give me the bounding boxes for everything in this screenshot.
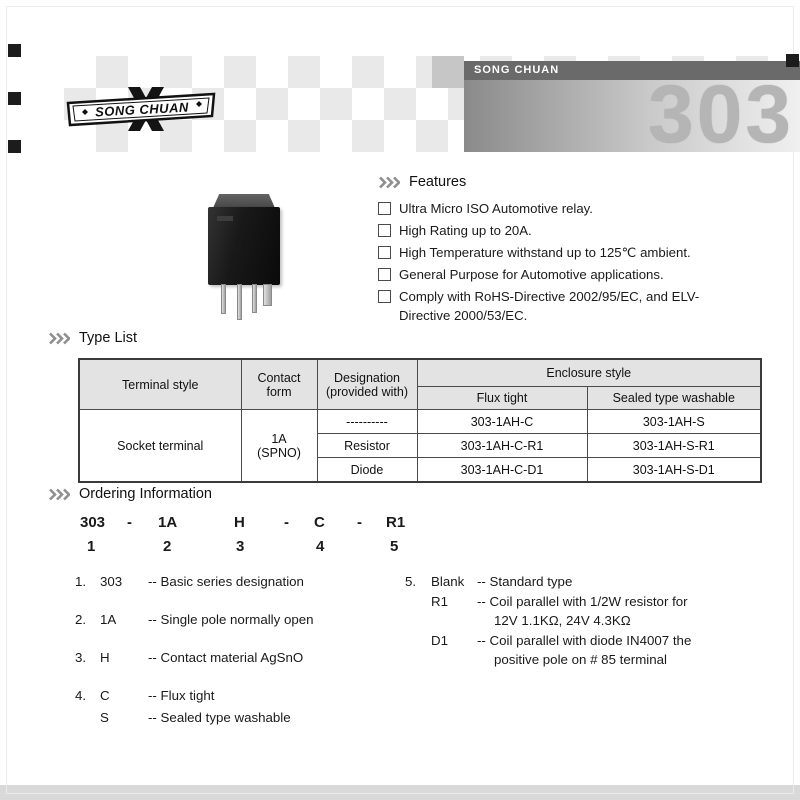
col-sealed: Sealed type washable (587, 387, 761, 410)
contact-form-line2: (SPNO) (257, 445, 301, 460)
corner-square (8, 92, 21, 105)
feature-text: Ultra Micro ISO Automotive relay. (399, 201, 593, 216)
checkbox-icon (378, 290, 391, 303)
legend-desc-line2: positive pole on # 85 terminal (494, 652, 667, 667)
legend-desc (477, 631, 765, 670)
code-part: C (314, 514, 325, 531)
ordering-heading (48, 486, 212, 502)
features-heading (378, 174, 770, 190)
legend-num: 1. (75, 574, 87, 589)
terminal-style-cell: Socket terminal (79, 410, 241, 483)
features-section (378, 174, 770, 328)
legend-code: R1 (431, 593, 448, 609)
ordering-legend-right (405, 572, 765, 670)
relay-product-photo (205, 194, 295, 319)
legend-item (75, 648, 395, 667)
model-banner (464, 80, 800, 152)
position-digit: 5 (390, 538, 399, 555)
code-separator: - (357, 514, 362, 531)
legend-desc: -- Basic series designation (148, 574, 304, 589)
col-designation (317, 359, 417, 410)
chevrons-icon (48, 332, 70, 345)
legend-item (405, 631, 765, 670)
position-digit: 1 (87, 538, 96, 555)
logo-text: SONG CHUAN (94, 99, 190, 120)
code-part: H (234, 514, 245, 531)
col-enclosure-style: Enclosure style (417, 359, 761, 387)
ordering-code-line (0, 514, 800, 562)
legend-desc-line1: -- Coil parallel with diode IN4007 the (477, 632, 692, 648)
song-chuan-logo-graphic (66, 86, 216, 132)
part-number-cell: 303-1AH-S-R1 (587, 434, 761, 458)
part-number-cell: 303-1AH-C (417, 410, 587, 434)
feature-item (378, 199, 770, 218)
col-contact-form-line2: form (266, 384, 292, 399)
legend-item (405, 572, 765, 592)
legend-num: 5. (405, 574, 417, 589)
code-part: 303 (80, 514, 106, 531)
brand-banner-text: SONG CHUAN (474, 64, 560, 76)
legend-num (405, 592, 431, 631)
part-number-cell: 303-1AH-S-D1 (587, 458, 761, 483)
legend-desc-line2: 12V 1.1KΩ, 24V 4.3KΩ (494, 613, 631, 628)
code-separator: - (127, 514, 132, 531)
part-number-cell: 303-1AH-S (587, 410, 761, 434)
legend-item (75, 610, 395, 629)
table-header-row (79, 359, 761, 387)
position-digit: 3 (236, 538, 245, 555)
feature-text: High Temperature withstand up to 125℃ ambient. (399, 245, 691, 260)
checkbox-icon (378, 268, 391, 281)
type-list-heading (48, 330, 137, 346)
feature-text: General Purpose for Automotive applications. (399, 267, 664, 282)
legend-code: 303 (100, 574, 123, 589)
contact-form-line1: 1A (271, 431, 287, 446)
col-contact-form (241, 359, 317, 410)
feature-item (378, 265, 770, 284)
col-designation-line1: Designation (333, 370, 400, 385)
legend-code: Blank (431, 574, 465, 589)
col-designation-line2: (provided with) (326, 384, 408, 399)
relay-top-face (213, 194, 275, 208)
code-part: 1A (158, 514, 178, 531)
legend-item (75, 572, 395, 591)
legend-code: S (100, 710, 109, 725)
features-list (378, 199, 770, 325)
table-row (79, 410, 761, 434)
legend-num: 3. (75, 650, 87, 665)
feature-text: High Rating up to 20A. (399, 223, 532, 238)
part-number-cell: 303-1AH-C-D1 (417, 458, 587, 483)
legend-desc: -- Contact material AgSnO (148, 650, 304, 665)
features-heading-text: Features (409, 174, 467, 190)
legend-desc (477, 592, 765, 631)
bottom-strip (0, 785, 800, 800)
col-contact-form-line1: Contact (257, 370, 301, 385)
checkbox-icon (378, 224, 391, 237)
legend-item (75, 708, 395, 727)
relay-pin (263, 284, 272, 306)
relay-pin (221, 284, 226, 314)
corner-square (786, 54, 799, 67)
relay-pin (252, 284, 257, 313)
code-separator: - (284, 514, 289, 531)
type-list-table (78, 358, 762, 483)
gray-square (432, 56, 464, 88)
feature-item (378, 287, 770, 325)
legend-code: C (100, 688, 110, 703)
feature-item (378, 243, 770, 262)
chevrons-icon (378, 176, 400, 189)
relay-pin (237, 284, 242, 320)
checkbox-icon (378, 202, 391, 215)
designation-cell: Resistor (317, 434, 417, 458)
relay-label-mark (217, 216, 233, 221)
code-part: R1 (386, 514, 406, 531)
legend-code: 1A (100, 612, 117, 627)
legend-num (405, 631, 431, 670)
legend-desc: -- Flux tight (148, 688, 215, 703)
corner-square (8, 44, 21, 57)
song-chuan-logo (66, 86, 216, 132)
legend-desc: -- Single pole normally open (148, 612, 314, 627)
legend-desc: -- Sealed type washable (148, 710, 291, 725)
legend-code: H (100, 650, 110, 665)
ordering-heading-text: Ordering Information (79, 486, 212, 502)
position-digit: 4 (316, 538, 325, 555)
designation-cell: Diode (317, 458, 417, 483)
legend-num (75, 708, 100, 727)
position-digit: 2 (163, 538, 172, 555)
ordering-legend-left (75, 572, 395, 727)
legend-desc-line1: -- Coil parallel with 1/2W resistor for (477, 593, 688, 609)
feature-item (378, 221, 770, 240)
designation-cell: ---------- (317, 410, 417, 434)
legend-num: 4. (75, 688, 87, 703)
legend-item (75, 686, 395, 705)
legend-desc: -- Standard type (477, 574, 573, 589)
checkbox-icon (378, 246, 391, 259)
chevrons-icon (48, 488, 70, 501)
model-number: 303 (648, 80, 794, 152)
col-terminal-style: Terminal style (79, 359, 241, 410)
corner-square (8, 140, 21, 153)
part-number-cell: 303-1AH-C-R1 (417, 434, 587, 458)
col-flux-tight: Flux tight (417, 387, 587, 410)
feature-text: Comply with RoHS-Directive 2002/95/EC, and ELV-Directive 2000/53/EC. (399, 289, 700, 323)
brand-banner (464, 61, 800, 80)
legend-num: 2. (75, 612, 87, 627)
contact-form-cell (241, 410, 317, 483)
legend-item (405, 592, 765, 631)
legend-code: D1 (431, 632, 448, 648)
type-list-heading-text: Type List (79, 330, 138, 346)
